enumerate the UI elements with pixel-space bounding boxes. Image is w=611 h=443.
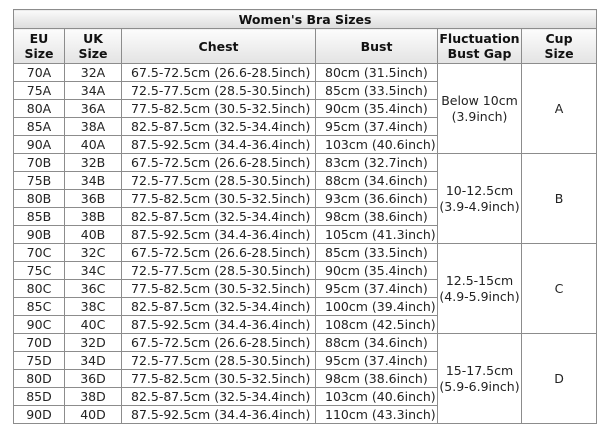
cup-size-cell: B [522, 154, 597, 244]
chest-cell: 87.5-92.5cm (34.4-36.4inch) [122, 136, 316, 154]
uk-size-cell: 32A [65, 64, 122, 82]
eu-size-cell: 90D [14, 406, 65, 424]
eu-size-cell: 80B [14, 190, 65, 208]
eu-size-cell: 70C [14, 244, 65, 262]
chest-cell: 72.5-77.5cm (28.5-30.5inch) [122, 352, 316, 370]
uk-size-cell: 40D [65, 406, 122, 424]
chest-cell: 77.5-82.5cm (30.5-32.5inch) [122, 370, 316, 388]
uk-size-cell: 32D [65, 334, 122, 352]
chest-cell: 82.5-87.5cm (32.5-34.4inch) [122, 208, 316, 226]
bust-gap-cell: 10-12.5cm (3.9-4.9inch) [438, 154, 522, 244]
bust-cell: 95cm (37.4inch) [316, 280, 438, 298]
header-uk-size: UK Size [65, 29, 122, 64]
uk-size-cell: 32B [65, 154, 122, 172]
uk-size-cell: 38C [65, 298, 122, 316]
eu-size-cell: 90B [14, 226, 65, 244]
chest-cell: 72.5-77.5cm (28.5-30.5inch) [122, 172, 316, 190]
chest-cell: 77.5-82.5cm (30.5-32.5inch) [122, 100, 316, 118]
cup-size-cell: D [522, 334, 597, 424]
uk-size-cell: 36D [65, 370, 122, 388]
chest-cell: 67.5-72.5cm (26.6-28.5inch) [122, 334, 316, 352]
chest-cell: 82.5-87.5cm (32.5-34.4inch) [122, 118, 316, 136]
eu-size-cell: 80A [14, 100, 65, 118]
eu-size-cell: 70A [14, 64, 65, 82]
bust-cell: 93cm (36.6inch) [316, 190, 438, 208]
eu-size-cell: 70D [14, 334, 65, 352]
bust-cell: 95cm (37.4inch) [316, 352, 438, 370]
eu-size-cell: 80D [14, 370, 65, 388]
header-bust: Bust [316, 29, 438, 64]
chest-cell: 72.5-77.5cm (28.5-30.5inch) [122, 262, 316, 280]
bust-cell: 90cm (35.4inch) [316, 100, 438, 118]
bust-cell: 85cm (33.5inch) [316, 82, 438, 100]
chest-cell: 87.5-92.5cm (34.4-36.4inch) [122, 316, 316, 334]
eu-size-cell: 85C [14, 298, 65, 316]
uk-size-cell: 34B [65, 172, 122, 190]
uk-size-cell: 32C [65, 244, 122, 262]
header-chest: Chest [122, 29, 316, 64]
chest-cell: 87.5-92.5cm (34.4-36.4inch) [122, 226, 316, 244]
bust-cell: 85cm (33.5inch) [316, 244, 438, 262]
bust-cell: 98cm (38.6inch) [316, 370, 438, 388]
size-table [13, 9, 597, 424]
bust-cell: 83cm (32.7inch) [316, 154, 438, 172]
bust-cell: 110cm (43.3inch) [316, 406, 438, 424]
bust-cell: 95cm (37.4inch) [316, 118, 438, 136]
header-cup-size: Cup Size [522, 29, 597, 64]
eu-size-cell: 70B [14, 154, 65, 172]
chest-cell: 67.5-72.5cm (26.6-28.5inch) [122, 244, 316, 262]
bust-cell: 88cm (34.6inch) [316, 334, 438, 352]
chest-cell: 77.5-82.5cm (30.5-32.5inch) [122, 190, 316, 208]
header-fluctuation-bust-gap: Fluctuation Bust Gap [438, 29, 522, 64]
bust-cell: 108cm (42.5inch) [316, 316, 438, 334]
header-row [14, 29, 597, 64]
bra-size-chart [13, 9, 597, 424]
eu-size-cell: 80C [14, 280, 65, 298]
chest-cell: 87.5-92.5cm (34.4-36.4inch) [122, 406, 316, 424]
uk-size-cell: 38B [65, 208, 122, 226]
table-row [14, 64, 597, 82]
bust-gap-cell: 15-17.5cm (5.9-6.9inch) [438, 334, 522, 424]
eu-size-cell: 85D [14, 388, 65, 406]
bust-cell: 103cm (40.6inch) [316, 136, 438, 154]
chest-cell: 82.5-87.5cm (32.5-34.4inch) [122, 388, 316, 406]
header-eu-size: EU Size [14, 29, 65, 64]
bust-cell: 90cm (35.4inch) [316, 262, 438, 280]
uk-size-cell: 38D [65, 388, 122, 406]
uk-size-cell: 38A [65, 118, 122, 136]
uk-size-cell: 34D [65, 352, 122, 370]
cup-size-cell: C [522, 244, 597, 334]
uk-size-cell: 40C [65, 316, 122, 334]
bust-cell: 100cm (39.4inch) [316, 298, 438, 316]
uk-size-cell: 40A [65, 136, 122, 154]
eu-size-cell: 75D [14, 352, 65, 370]
bust-gap-cell: Below 10cm (3.9inch) [438, 64, 522, 154]
bust-cell: 98cm (38.6inch) [316, 208, 438, 226]
table-row [14, 154, 597, 172]
uk-size-cell: 34C [65, 262, 122, 280]
bust-gap-cell: 12.5-15cm (4.9-5.9inch) [438, 244, 522, 334]
bust-cell: 80cm (31.5inch) [316, 64, 438, 82]
uk-size-cell: 36A [65, 100, 122, 118]
eu-size-cell: 85B [14, 208, 65, 226]
chest-cell: 67.5-72.5cm (26.6-28.5inch) [122, 154, 316, 172]
chest-cell: 82.5-87.5cm (32.5-34.4inch) [122, 298, 316, 316]
eu-size-cell: 85A [14, 118, 65, 136]
table-row [14, 334, 597, 352]
eu-size-cell: 75A [14, 82, 65, 100]
eu-size-cell: 75B [14, 172, 65, 190]
cup-size-cell: A [522, 64, 597, 154]
bust-cell: 103cm (40.6inch) [316, 388, 438, 406]
eu-size-cell: 90C [14, 316, 65, 334]
bust-cell: 88cm (34.6inch) [316, 172, 438, 190]
table-row [14, 244, 597, 262]
eu-size-cell: 90A [14, 136, 65, 154]
chest-cell: 67.5-72.5cm (26.6-28.5inch) [122, 64, 316, 82]
table-title: Women's Bra Sizes [14, 10, 597, 29]
uk-size-cell: 34A [65, 82, 122, 100]
uk-size-cell: 40B [65, 226, 122, 244]
table-body [14, 64, 597, 424]
bust-cell: 105cm (41.3inch) [316, 226, 438, 244]
uk-size-cell: 36B [65, 190, 122, 208]
uk-size-cell: 36C [65, 280, 122, 298]
chest-cell: 77.5-82.5cm (30.5-32.5inch) [122, 280, 316, 298]
eu-size-cell: 75C [14, 262, 65, 280]
chest-cell: 72.5-77.5cm (28.5-30.5inch) [122, 82, 316, 100]
